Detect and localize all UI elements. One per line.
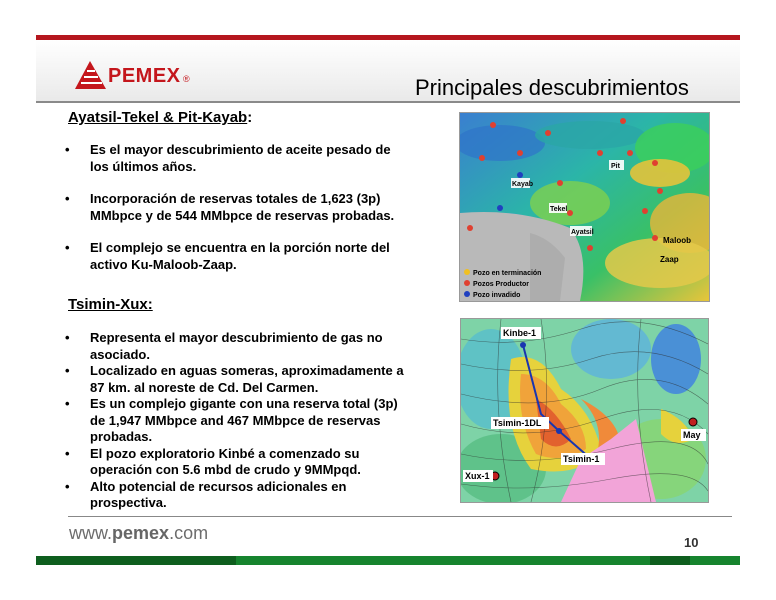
bottom-bar-segment: [36, 556, 236, 565]
tsimin-bullet-list: [65, 330, 415, 512]
logo-registered-mark: ®: [183, 74, 190, 84]
list-item: [65, 330, 415, 363]
footer-divider: [68, 516, 732, 517]
bullet-glyph: •: [65, 396, 70, 411]
section-heading-colon: :: [247, 109, 253, 126]
ayatsil-relief-map: [459, 112, 710, 302]
legend-productor: Pozos Productor: [473, 281, 530, 288]
well-label-tsimin-1dl: Tsimin-1DL: [493, 418, 542, 428]
well-label-may: May: [683, 430, 701, 440]
section-heading-ayatsil-text: Ayatsil-Tekel & Pit-Kayab: [68, 109, 248, 126]
bullet-text: El complejo se encuentra en la porción norte del activo Ku-Maloob-Zaap.: [90, 240, 390, 272]
bullet-text: Localizado en aguas someras, aproximadamente a 87 km. al noreste de Cd. Del Carmen.: [90, 363, 404, 395]
map-label-tekel: Tekel: [550, 206, 568, 213]
bullet-text: Alto potencial de recursos adicionales en prospectiva.: [90, 478, 347, 510]
page-title: Principales descubrimientos: [415, 75, 689, 100]
ayatsil-bullet-list: [65, 142, 410, 273]
well-label-tsimin-1: Tsimin-1: [563, 454, 600, 464]
map-label-ayatsil: Ayatsil: [571, 229, 594, 236]
well-label-xux: Xux-1: [465, 471, 490, 481]
bullet-text: Representa el mayor descubrimiento de gas no asociado.: [90, 330, 383, 362]
legend-terminacion: Pozo en terminación: [473, 270, 542, 277]
bullet-text: El pozo exploratorio Kinbé a comenzado su operación con 5.6 mbd de crudo y 9MMpqd.: [90, 445, 361, 477]
list-item: [65, 446, 415, 479]
bullet-glyph: •: [65, 191, 70, 206]
bottom-bar-segment: [650, 556, 690, 565]
tsimin-contour-map: [460, 318, 709, 503]
page-number: 10: [684, 535, 699, 550]
list-item: [65, 240, 410, 273]
list-item: [65, 142, 410, 175]
logo-text: PEMEX: [108, 65, 181, 87]
bullet-glyph: •: [65, 445, 70, 461]
bullet-glyph: •: [65, 363, 70, 378]
list-item: [65, 479, 415, 512]
list-item: [65, 191, 410, 224]
ayatsil-map-graphic: [460, 113, 709, 301]
bullet-glyph: •: [65, 330, 70, 345]
well-label-kinbe: Kinbe-1: [503, 328, 537, 338]
url-brand: pemex: [112, 523, 170, 543]
title-divider: [36, 101, 740, 103]
bullet-glyph: •: [65, 478, 70, 494]
bullet-text: Es el mayor descubrimiento de aceite pesado de los últimos años.: [90, 142, 391, 174]
list-item: [65, 396, 415, 446]
map-label-kayab: Kayab: [512, 181, 534, 188]
section-heading-ayatsil: [68, 109, 252, 126]
url-suffix: .com: [169, 523, 209, 543]
section-heading-tsimin-text: Tsimin-Xux:: [68, 296, 153, 313]
url-prefix: www.: [69, 523, 113, 543]
footer-url[interactable]: [69, 523, 208, 544]
legend-invadido: Pozo invadido: [473, 292, 521, 299]
bullet-text: Incorporación de reservas totales de 1,623 (3p) MMbpce y de 544 MMbpce de reservas probadas.: [90, 191, 395, 223]
tsimin-map-graphic: [461, 319, 708, 502]
bullet-glyph: •: [65, 240, 70, 255]
map-label-maloob: Maloob: [663, 236, 691, 245]
map-label-zaap: Zaap: [660, 255, 679, 264]
bullet-text: Es un complejo gigante con una reserva total (3p) de 1,947 MMbpce and 467 MMbpce de reservas probadas.: [90, 396, 398, 444]
list-item: [65, 363, 415, 396]
section-heading-tsimin: [68, 296, 153, 313]
map-label-pit: Pit: [611, 163, 620, 170]
bullet-glyph: •: [65, 142, 70, 157]
